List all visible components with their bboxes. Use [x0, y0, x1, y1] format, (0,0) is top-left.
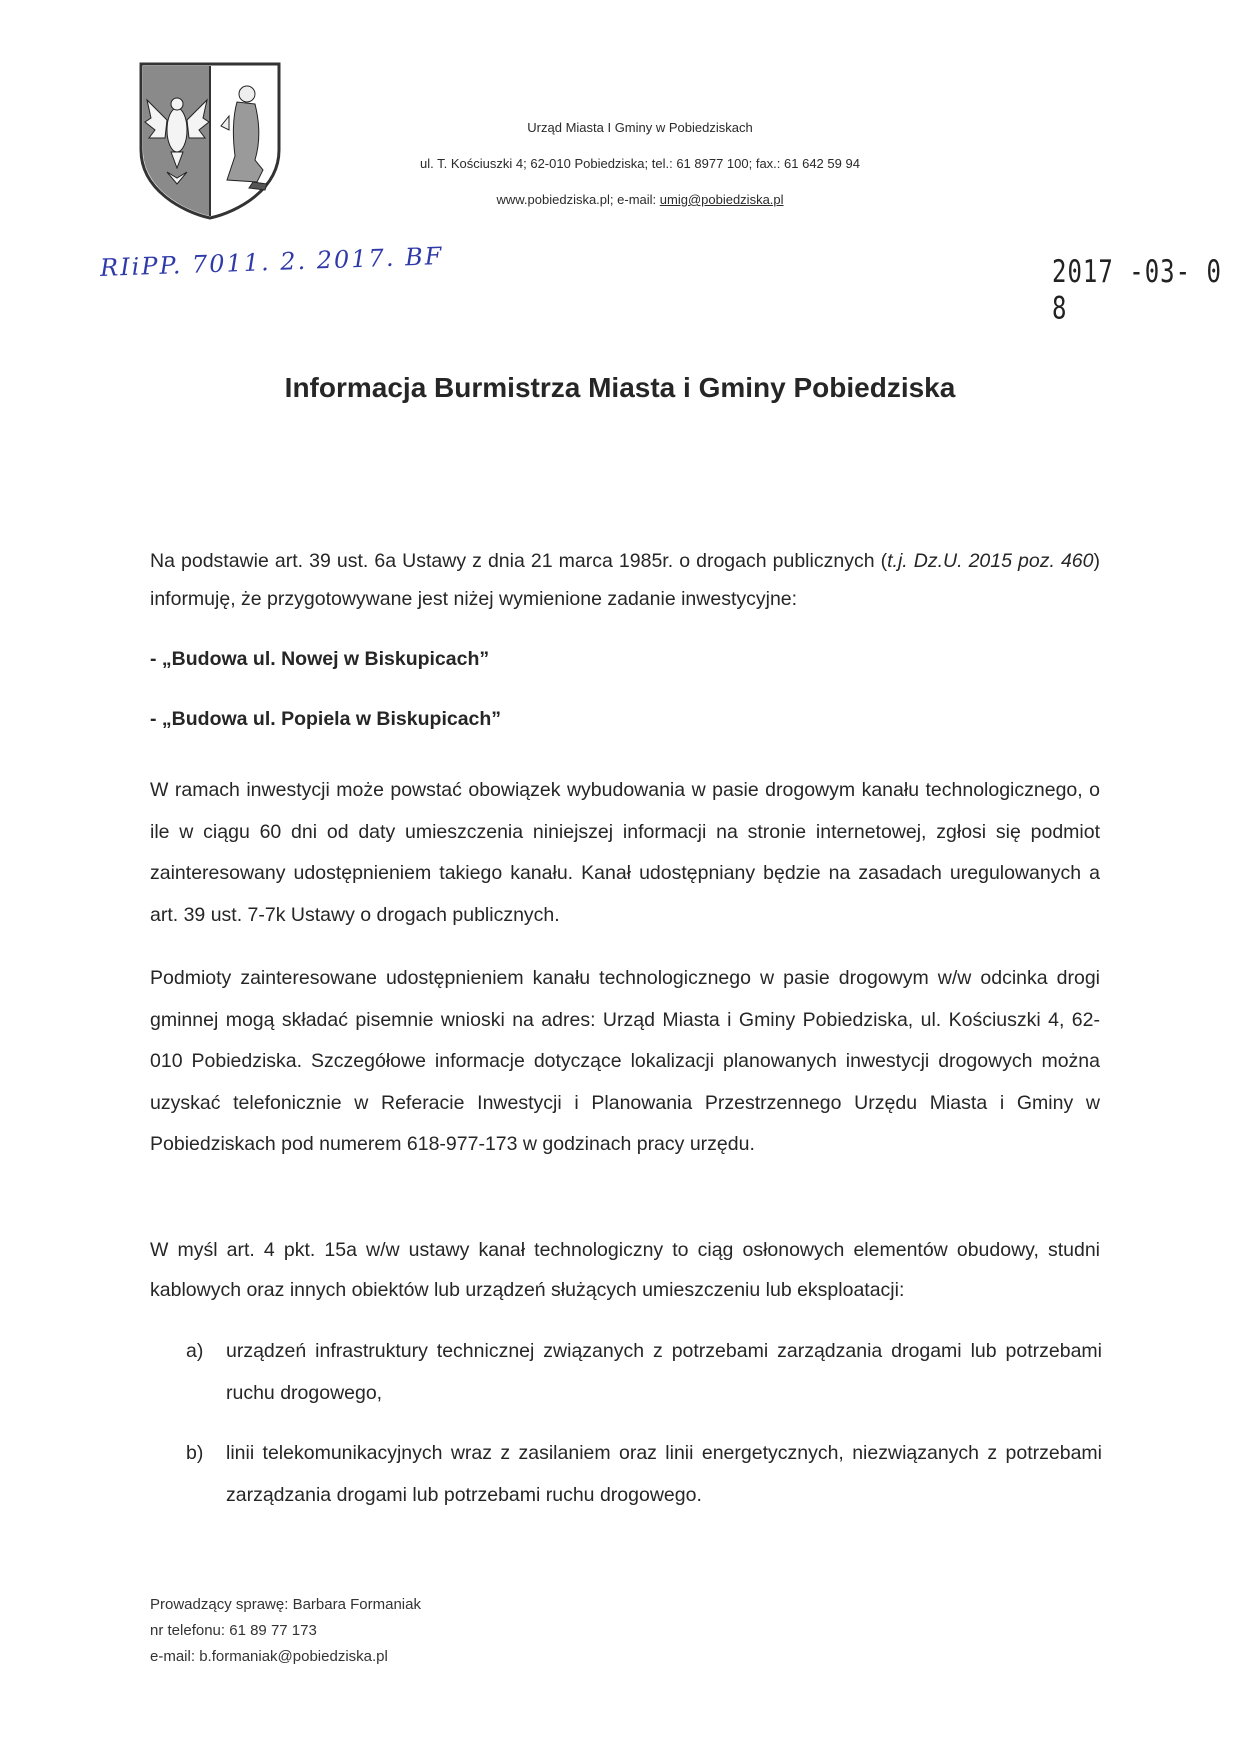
letterhead [340, 120, 940, 228]
email-label: e-mail: [150, 1648, 196, 1665]
document-title: Informacja Burmistrza Miasta i Gminy Pobiedziska [284, 372, 956, 403]
paragraph-4: W myśl art. 4 pkt. 15a w/w ustawy kanał technologiczny to ciąg osłonowych elementów obudowy, studni kablowych oraz innych obiektów lub urządzeń służących umieszczeniu lub eksploatacji: [150, 1239, 1100, 1301]
handler-email-link[interactable]: b.formaniak@pobiedziska.pl [199, 1648, 388, 1665]
list-item-text: linii telekomunikacyjnych wraz z zasilaniem oraz linii energetycznych, niezwiązanych z potrzebami zarządzania drogami lub potrzebami ruchu drogowego. [226, 1442, 1102, 1506]
email-row [150, 1644, 421, 1670]
coat-of-arms-icon [137, 60, 283, 220]
office-web-email [340, 192, 940, 228]
intro-paragraph [150, 542, 1100, 618]
office-address: ul. T. Kościuszki 4; 62-010 Pobiedziska; tel.: 61 8977 100; fax.: 61 642 59 94 [420, 156, 860, 171]
contact-footer [150, 1592, 421, 1670]
case-number-handwritten: RIiPP. 7011. 2. 2017. BF [99, 242, 444, 282]
list-item [186, 1330, 1102, 1414]
paragraph-3: Podmioty zainteresowane udostępnieniem kanału technologicznego w pasie drogowym w/w odcinka drogi gminnej mogą składać pisemnie wnioski na adres: Urząd Miasta i Gminy Pobiedziska, ul. Kościuszki 4, 62-010 Pobiedziska. Szczegółowe informacje dotyczące lokalizacji planowanych inwestycji drogowych można uzyskać telefonicznie w Referacie Inwestycji i Planowania Przestrzennego Urzędu Miasta i Gminy w Pobiedziskach pod numerem 618-977-173 w godzinach pracy urzędu. [150, 967, 1100, 1155]
phone-row [150, 1618, 421, 1644]
web-address: www.pobiedziska.pl; e-mail: [496, 192, 660, 207]
task-item-2: - „Budowa ul. Popiela w Biskupicach” [150, 708, 502, 730]
received-date-stamp: 2017 -03- 0 8 [1052, 253, 1222, 327]
list-marker: a) [186, 1340, 204, 1362]
handler-label: Prowadzący sprawę: [150, 1596, 289, 1613]
list-item-text: urządzeń infrastruktury technicznej związanych z potrzebami zarządzania drogami lub potrzebami ruchu drogowego, [226, 1340, 1102, 1404]
task-item-1: - „Budowa ul. Nowej w Biskupicach” [150, 648, 490, 670]
intro-text-b: ) informuję, że przygotowywane jest niżej wymienione zadanie inwestycyjne: [150, 550, 1101, 610]
office-email-link[interactable]: umig@pobiedziska.pl [659, 192, 784, 207]
handler-row [150, 1592, 421, 1618]
phone-label: nr telefonu: [150, 1622, 226, 1639]
handler-name: Barbara Formaniak [292, 1596, 421, 1613]
phone-number: 61 89 77 173 [229, 1622, 317, 1639]
list-marker: b) [186, 1442, 204, 1464]
list-item [186, 1432, 1102, 1516]
paragraph-2: W ramach inwestycji może powstać obowiązek wybudowania w pasie drogowym kanału technologicznego, o ile w ciągu 60 dni od daty umieszczenia niniejszej informacji na stronie internetowej, zgłosi się podmiot zainteresowany udostępnieniem takiego kanału. Kanał udostępniany będzie na zasadach uregulowanych a art. 39 ust. 7-7k Ustawy o drogach publicznych. [150, 779, 1100, 926]
intro-text-a: Na podstawie art. 39 ust. 6a Ustawy z dnia 21 marca 1985r. o drogach publicznych ( [150, 550, 888, 572]
office-name: Urząd Miasta I Gminy w Pobiedziskach [527, 120, 753, 135]
intro-citation: t.j. Dz.U. 2015 poz. 460 [887, 550, 1094, 572]
